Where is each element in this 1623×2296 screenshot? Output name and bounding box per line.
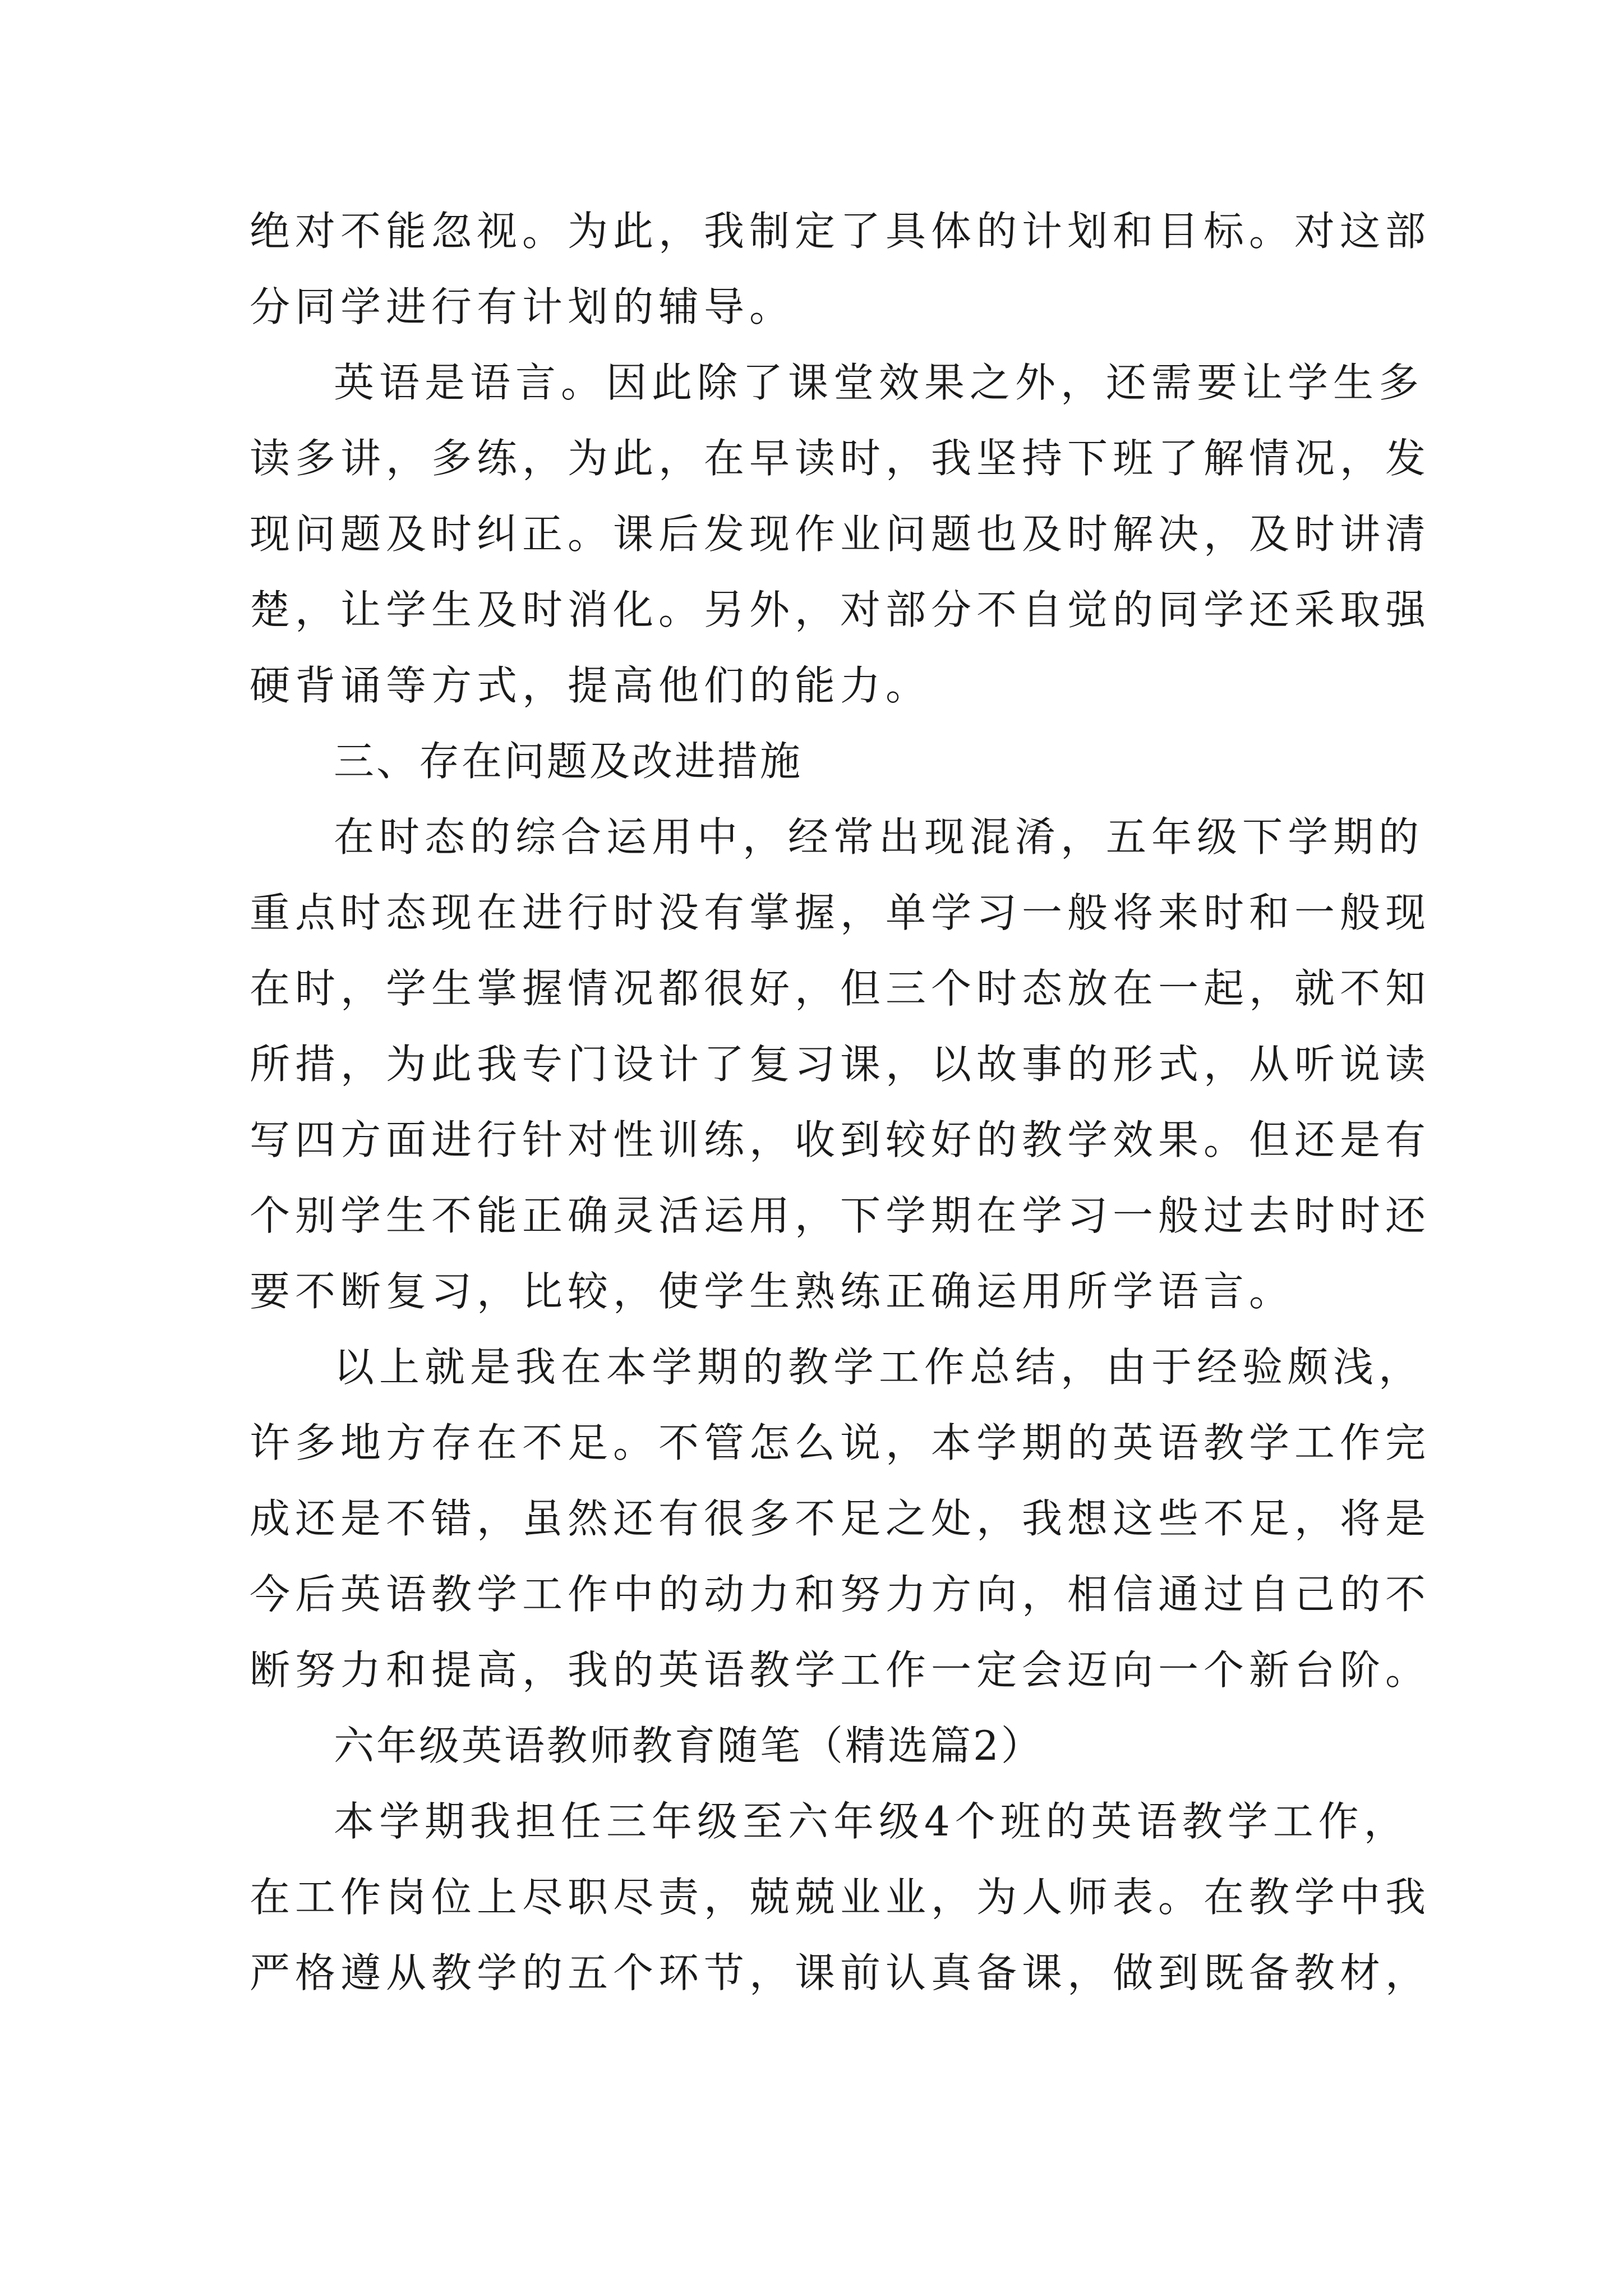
text-line: 绝对不能忽视。为此，我制定了具体的计划和目标。对这部 [250,208,1431,255]
text-line: 分同学进行有计划的辅导。 [250,283,795,330]
text-line: 今后英语教学工作中的动力和努力方向，相信通过自己的不 [250,1571,1431,1618]
text-line: 断努力和提高，我的英语教学工作一定会迈向一个新台阶。 [250,1646,1431,1694]
text-line: 硬背诵等方式，提高他们的能力。 [250,662,932,709]
paragraph-start-line: 英语是语言。因此除了课堂效果之外，还需要让学生多 [334,359,1424,406]
text-line: 重点时态现在进行时没有掌握，单学习一般将来时和一般现 [250,889,1431,936]
text-line: 严格遵从教学的五个环节，课前认真备课，做到既备教材， [250,1949,1431,1996]
paragraph-start-line: 在时态的综合运用中，经常出现混淆，五年级下学期的 [334,813,1424,861]
text-line: 读多讲，多练，为此，在早读时，我坚持下班了解情况，发 [250,435,1431,482]
paragraph-start-line: 本学期我担任三年级至六年级4个班的英语教学工作， [334,1798,1409,1845]
paragraph-start-line: 以上就是我在本学期的教学工作总结，由于经验颇浅， [334,1343,1424,1391]
text-line: 许多地方存在不足。不管怎么说，本学期的英语教学工作完 [250,1419,1431,1466]
text-line: 在工作岗位上尽职尽责，兢兢业业，为人师表。在教学中我 [250,1874,1431,1921]
text-line: 在时，学生掌握情况都很好，但三个时态放在一起，就不知 [250,965,1431,1012]
text-line: 个别学生不能正确灵活运用，下学期在学习一般过去时时还 [250,1192,1431,1239]
text-line: 成还是不错，虽然还有很多不足之处，我想这些不足，将是 [250,1495,1431,1542]
text-line: 所措，为此我专门设计了复习课，以故事的形式，从听说读 [250,1041,1431,1088]
text-line: 写四方面进行针对性训练，收到较好的教学效果。但还是有 [250,1116,1431,1163]
text-line: 现问题及时纠正。课后发现作业问题也及时解决，及时讲清 [250,510,1431,558]
section-heading: 三、存在问题及改进措施 [334,738,803,785]
text-line: 楚，让学生及时消化。另外，对部分不自觉的同学还采取强 [250,586,1431,633]
article-title: 六年级英语教师教育随笔（精选篇2） [334,1722,1044,1769]
text-line: 要不断复习，比较，使学生熟练正确运用所学语言。 [250,1268,1295,1315]
